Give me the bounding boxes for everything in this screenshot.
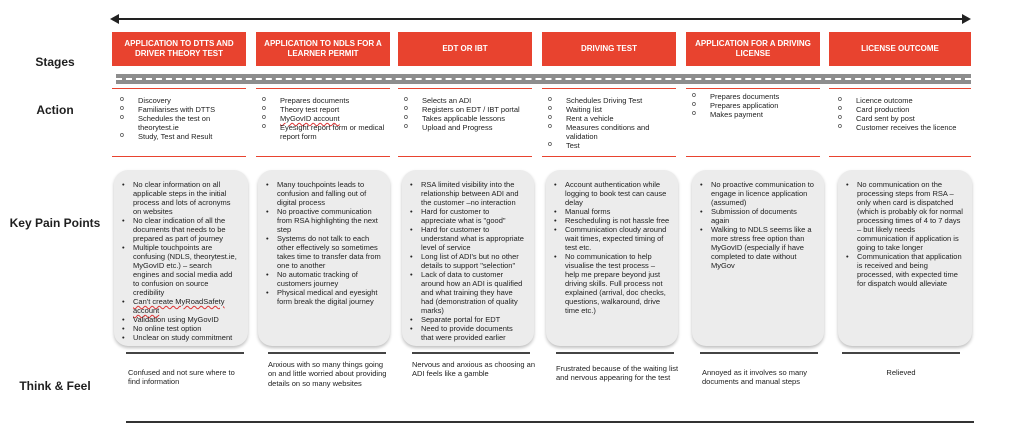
- action-bottom-rule: [398, 156, 532, 157]
- think-feel-driving-license: Annoyed as it involves so many documents and manual steps: [702, 368, 808, 387]
- arrow-right-head-icon: [962, 14, 971, 24]
- bottom-rule: [126, 421, 974, 423]
- list-item: • Unclear on study commitment: [120, 333, 240, 342]
- list-item: o Schedules Driving Test: [544, 96, 676, 105]
- list-item: • Hard for customer to understand what is appropriate level of service: [408, 225, 526, 252]
- action-top-rule: [686, 88, 820, 89]
- list-item: o Selects an ADI: [400, 96, 530, 105]
- action-top-rule: [112, 88, 246, 89]
- think-feel-edt: Nervous and anxious as choosing an ADI feels like a gamble: [412, 360, 535, 379]
- think-feel-driving-test: Frustrated because of the waiting list and nervous appearing for the test: [556, 364, 679, 383]
- list-item: o Card sent by post: [834, 114, 966, 123]
- list-item: • No communication to help visualise the test process – help me prepare beyond just driving skills. Full process not explained (arrival, doc checks, questions, walkaround, drive time etc.): [552, 252, 670, 315]
- action-bottom-rule: [112, 156, 246, 157]
- list-item: • Validation using MyGovID: [120, 315, 240, 324]
- row-label-action: Action: [36, 103, 74, 117]
- pain-points-box-driving-license: [692, 170, 824, 346]
- row-label-think-feel: Think & Feel: [19, 379, 91, 393]
- action-list-driving-license: [688, 92, 820, 119]
- list-item: • Long list of ADI's but no other details to support "selection": [408, 252, 526, 270]
- list-item: • Separate portal for EDT: [408, 315, 526, 324]
- row-label-stages: Stages: [35, 55, 75, 69]
- list-item: • Lack of data to customer around how an ADI is qualified and what training they have had (demonstration of quality marks): [408, 270, 526, 315]
- list-item: o Prepares application: [688, 101, 820, 110]
- row-label-pain-points: Key Pain Points: [9, 216, 101, 230]
- action-top-rule: [398, 88, 532, 89]
- action-bottom-rule: [256, 156, 390, 157]
- list-item: o Waiting list: [544, 105, 676, 114]
- list-item: o Schedules the test on theorytest.ie: [116, 114, 250, 132]
- list-item: • Manual forms: [552, 207, 670, 216]
- list-item: • No clear indication of all the documents that needs to be prepared as part of journey: [120, 216, 240, 243]
- think-feel-rule: [556, 352, 674, 354]
- list-item: o Discovery: [116, 96, 250, 105]
- think-feel-rule: [126, 352, 244, 354]
- list-item: o Eyesight report form or medical report form: [258, 123, 390, 141]
- list-item: • Systems do not talk to each other effectively so sometimes takes time to transfer data from one to another: [264, 234, 382, 270]
- think-feel-rule: [412, 352, 530, 354]
- list-item: • Multiple touchpoints are confusing (NDLS, theorytest.ie, MyGovID etc.) – search engines and social media add to confusion on source credibility: [120, 243, 240, 297]
- action-top-rule: [542, 88, 676, 89]
- list-item: • Many touchpoints leads to confusion and falling out of digital process: [264, 180, 382, 207]
- pain-points-box-ndls: [258, 170, 390, 346]
- stage-header-license-outcome: LICENSE OUTCOME: [829, 32, 971, 66]
- pain-points-box-driving-test: [546, 170, 678, 346]
- stage-header-dtts: APPLICATION TO DTTS AND DRIVER THEORY TEST: [112, 32, 246, 66]
- list-item: o Measures conditions and validation: [544, 123, 676, 141]
- action-list-dtts: [116, 96, 250, 141]
- action-list-license-outcome: [834, 96, 966, 132]
- list-item: • No automatic tracking of customers journey: [264, 270, 382, 288]
- arrow-left-head-icon: [110, 14, 119, 24]
- stage-header-ndls: APPLICATION TO NDLS FOR A LEARNER PERMIT: [256, 32, 390, 66]
- list-item: • No communication on the processing steps from RSA – only when card is dispatched (which is probably ok for normal processing times of 4 to 7 days – but likely needs communication if application is going to take longer: [844, 180, 964, 252]
- list-item: • Rescheduling is not hassle free: [552, 216, 670, 225]
- action-list-driving-test: [544, 96, 676, 150]
- list-item: o Theory test report: [258, 105, 390, 114]
- list-item: • Account authentication while logging to book test can cause delay: [552, 180, 670, 207]
- list-item: o Customer receives the licence: [834, 123, 966, 132]
- list-item: • No proactive communication to engage in licence application (assumed): [698, 180, 816, 207]
- list-item: • Can't create MyRoadSafety account: [120, 297, 240, 315]
- list-item: • Communication that application is received and being processed, with expected time for dispatch would alleviate: [844, 252, 964, 288]
- list-item: • No clear information on all applicable steps in the initial process and lots of acronyms on websites: [120, 180, 240, 216]
- think-feel-dtts: Confused and not sure where to find information: [128, 368, 235, 387]
- think-feel-rule: [268, 352, 386, 354]
- list-item: o Prepares documents: [688, 92, 820, 101]
- action-bottom-rule: [542, 156, 676, 157]
- stage-header-edt: EDT OR IBT: [398, 32, 532, 66]
- list-item: • No proactive communication from RSA highlighting the next step: [264, 207, 382, 234]
- list-item: o Familiarises with DTTS: [116, 105, 250, 114]
- list-item: o Licence outcome: [834, 96, 966, 105]
- list-item: o Study, Test and Result: [116, 132, 250, 141]
- list-item: o Makes payment: [688, 110, 820, 119]
- action-bottom-rule: [686, 156, 820, 157]
- list-item: • No online test option: [120, 324, 240, 333]
- list-item: o MyGovID account: [258, 114, 390, 123]
- list-item: o Takes applicable lessons: [400, 114, 530, 123]
- action-top-rule: [256, 88, 390, 89]
- pain-points-box-dtts: [114, 170, 248, 346]
- stage-header-driving-license: APPLICATION FOR A DRIVING LICENSE: [686, 32, 820, 66]
- list-item: • Need to provide documents that were provided earlier: [408, 324, 526, 342]
- think-feel-rule: [842, 352, 960, 354]
- list-item: o Rent a vehicle: [544, 114, 676, 123]
- think-feel-rule: [700, 352, 818, 354]
- pain-points-box-license-outcome: [838, 170, 972, 346]
- list-item: o Card production: [834, 105, 966, 114]
- list-item: o Registers on EDT / IBT portal: [400, 105, 530, 114]
- list-item: o Upload and Progress: [400, 123, 530, 132]
- action-bottom-rule: [829, 156, 971, 157]
- list-item: o Prepares documents: [258, 96, 390, 105]
- list-item: • Walking to NDLS seems like a more stress free option than MyGovID (especially if have completed to date without MyGov: [698, 225, 816, 270]
- pain-points-box-edt: [402, 170, 534, 346]
- list-item: • Hard for customer to appreciate what is "good": [408, 207, 526, 225]
- list-item: o Test: [544, 141, 676, 150]
- think-feel-license-outcome: Relieved: [886, 368, 916, 377]
- action-list-edt: [400, 96, 530, 132]
- list-item: • Communication cloudy around wait times, expected timing of test etc.: [552, 225, 670, 252]
- timeline-road-dashes: [116, 78, 971, 80]
- action-top-rule: [829, 88, 971, 89]
- stage-header-driving-test: DRIVING TEST: [542, 32, 676, 66]
- action-list-ndls: [258, 96, 390, 141]
- list-item: • Submission of documents again: [698, 207, 816, 225]
- think-feel-ndls: Anxious with so many things going on and little worried about providing details on so many websites: [268, 360, 387, 388]
- list-item: • RSA limited visibility into the relationship between ADI and the customer –no interaction: [408, 180, 526, 207]
- list-item: • Physical medical and eyesight form break the digital journey: [264, 288, 382, 306]
- timeline-arrow-line: [116, 18, 966, 20]
